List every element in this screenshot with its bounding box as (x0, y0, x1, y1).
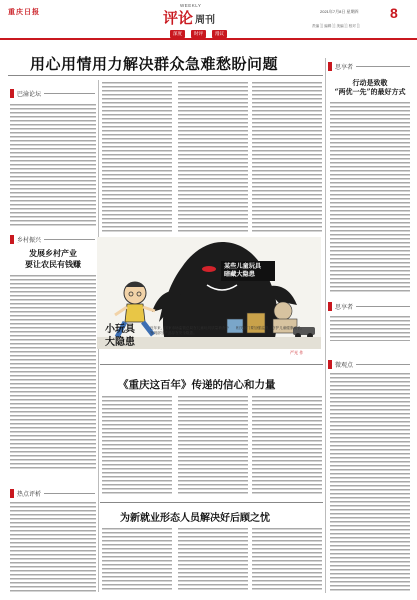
article-body (252, 82, 322, 232)
left-column-headline (10, 248, 96, 270)
right-column-label (328, 60, 410, 72)
label-line (44, 239, 95, 240)
label-mark (328, 62, 332, 71)
article-body (10, 502, 96, 592)
child-hair (125, 282, 145, 287)
headline-line: 行动是致敬 (352, 78, 388, 87)
left-column-label2-text: 乡村振兴 (17, 236, 42, 244)
cartoon-title-line: 小玩具 (105, 324, 135, 335)
label-line (44, 493, 95, 494)
right-column-label (328, 300, 410, 312)
article-body (102, 396, 172, 496)
warning-line: 某些儿童玩具 (224, 263, 262, 270)
page-number: 8 (390, 5, 398, 21)
right-column-label2-text: 微观点 (335, 361, 354, 369)
article-body (10, 275, 96, 470)
bottom-headline: 为新就业形态人员解决好后顾之忧 (120, 513, 270, 524)
divider (100, 364, 323, 365)
right-column-label (328, 358, 410, 370)
middle-headline: 《重庆这百年》传递的信心和力量 (118, 379, 276, 391)
cartoon-note: 相关部门要加强监管，守护儿童健康成长。 (236, 326, 305, 330)
headline-line: 要让农民有钱赚 (25, 258, 81, 269)
label-mark (328, 360, 332, 369)
article-body (178, 82, 248, 232)
article-body (10, 104, 96, 226)
label-line (356, 66, 410, 67)
headline-line: 发展乡村产业 (29, 248, 77, 258)
masthead (0, 0, 417, 40)
article-body (252, 528, 322, 592)
weekly-label: WEEKLY (180, 3, 202, 8)
article-body (178, 528, 248, 592)
section-tag: 时评 (191, 30, 206, 38)
label-mark (328, 302, 332, 311)
issue-weekday: 星期四 (346, 9, 359, 14)
label-line (356, 306, 410, 307)
cartoon-author: 严光 作 (290, 350, 304, 355)
column-rule (325, 58, 326, 593)
monster-eye (202, 266, 216, 272)
cartoon-warning (224, 263, 261, 279)
paper-logo: 重庆日报 (8, 7, 40, 16)
label-mark (10, 489, 14, 498)
section-tag: 漫议 (212, 30, 227, 38)
label-line (44, 93, 95, 94)
section-tag: 深度 (170, 30, 185, 38)
section-title-main: 评论 (163, 9, 194, 27)
cartoon-note: 近年来，国家市场监管总局在儿童玩具质量抽查中发现部分产品存在安全隐患。 (150, 326, 230, 336)
right-column-headline (330, 79, 410, 97)
article-body (330, 102, 410, 294)
divider (8, 75, 323, 76)
section-title-sub: 周刊 (195, 15, 216, 26)
label-mark (10, 89, 14, 98)
warning-line: 暗藏大隐患 (224, 270, 255, 278)
article-body (102, 528, 172, 592)
teddy-bear (274, 302, 292, 320)
issue-date (320, 9, 358, 15)
child-shirt (125, 304, 145, 322)
article-body (178, 396, 248, 496)
article-body (330, 316, 410, 341)
issue-date-text: 2021年7月8日 (320, 9, 346, 14)
article-body (330, 373, 410, 591)
cartoon-title-line: 大隐患 (105, 336, 135, 348)
main-headline: 用心用情用力解决群众急难愁盼问题 (30, 55, 279, 73)
section-tags (170, 30, 227, 38)
right-column-label-text: 思享者 (335, 63, 354, 71)
editors-line: 责编 ░ 编辑 ░ 美编 ░ 校对 ░ (312, 24, 360, 28)
left-column-label (10, 487, 95, 499)
left-column-label3-text: 热点评析 (17, 490, 42, 498)
right-column-label-text: 思享者 (335, 303, 354, 311)
cartoon-title (105, 324, 135, 349)
label-mark (10, 235, 14, 244)
headline-line: “两优一先”的最好方式 (334, 86, 406, 96)
left-column-label-text: 巴渝论坛 (17, 90, 42, 98)
left-column-label (10, 233, 95, 245)
section-title (163, 7, 215, 28)
left-column-label (10, 87, 95, 99)
divider (100, 502, 323, 503)
article-body (252, 396, 322, 496)
article-body (102, 82, 172, 232)
label-line (356, 364, 410, 365)
